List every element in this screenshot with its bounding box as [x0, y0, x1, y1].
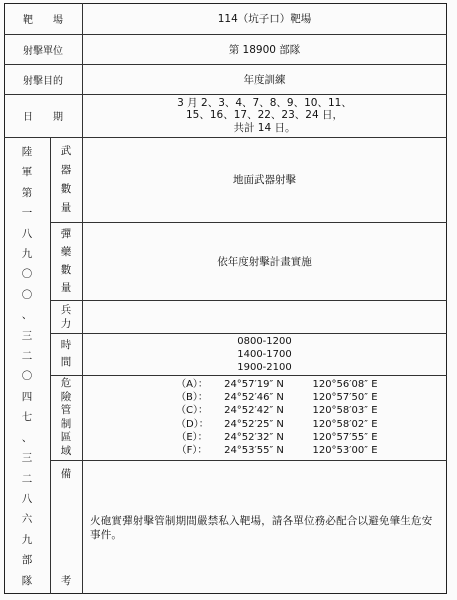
document-ref-char: 、	[21, 309, 33, 322]
point-lon: 120°58′03″ E	[312, 405, 378, 417]
document-ref-char: 第	[21, 186, 33, 199]
point-id: （A）：	[176, 379, 208, 391]
time-label	[50, 333, 82, 375]
dates-line-1: 3 月 2、3、4、7、8、9、10、11、	[177, 96, 352, 109]
point-id: （C）：	[176, 405, 208, 417]
document-ref-char: 一	[21, 207, 33, 220]
point-id: （D）：	[176, 418, 209, 430]
document-ref-char: 七	[21, 411, 33, 424]
document-ref-char: 〇	[21, 268, 33, 281]
point-lat: 24°53′55″ N	[224, 444, 284, 456]
danger-zone-label	[50, 375, 82, 460]
label-char: 武	[60, 144, 72, 157]
point-lat: 24°52′42″ N	[224, 405, 284, 417]
document-ref-char: 〇	[21, 370, 33, 383]
label-char: 危	[60, 377, 72, 389]
document-ref-char: 四	[21, 390, 33, 403]
time-slot: 1900-2100	[237, 361, 292, 373]
document-ref-char: 九	[21, 248, 33, 261]
document-ref-char: 陸	[21, 146, 33, 158]
point-id: （E）：	[176, 431, 208, 443]
document-ref-char: 二	[21, 472, 33, 485]
point-lon: 120°56′08″ E	[312, 379, 378, 391]
remarks-value	[82, 460, 447, 594]
point-lat: 24°57′19″ N	[224, 379, 284, 391]
point-lon: 120°57′55″ E	[312, 431, 378, 443]
label-char: 器	[60, 163, 72, 176]
label-char: 彈	[60, 228, 72, 240]
range-value: 114（坑子口）靶場	[217, 13, 312, 25]
unit-label: 射擊單位	[23, 45, 63, 57]
label-char: 兵	[60, 303, 72, 316]
label-char: 數	[60, 264, 72, 276]
label-char: 量	[60, 282, 72, 294]
label-char: 量	[60, 201, 72, 214]
remarks-label	[50, 460, 82, 594]
point-lat: 24°52′46″ N	[224, 392, 284, 404]
purpose-label: 射擊目的	[23, 75, 63, 87]
label-char: 制	[60, 417, 72, 430]
remarks-text: 火砲實彈射擊管制期間嚴禁私入靶場，請各單位務必配合以避免肇生危安事件。	[90, 515, 433, 541]
label-char: 管	[60, 404, 72, 416]
dates-line-2: 15、16、17、22、23、24 日，	[185, 109, 343, 122]
unit-value: 第 18900 部隊	[228, 43, 301, 56]
range-label: 靶 場	[23, 15, 63, 26]
document-ref-char: 八	[21, 492, 33, 505]
purpose-value: 年度訓練	[243, 73, 286, 86]
danger-zone-coords	[82, 375, 447, 460]
label-char: 力	[60, 317, 72, 330]
remarks-label-top: 備	[60, 468, 72, 480]
weapons-label	[50, 137, 82, 222]
point-lat: 24°52′32″ N	[224, 431, 284, 443]
time-slot: 0800-1200	[237, 335, 292, 347]
dates-line-3: 共計 14 日。	[233, 121, 296, 134]
document-ref-char: 九	[21, 533, 33, 546]
document-ref-char: 、	[21, 431, 33, 444]
ammo-value: 依年度射擊計畫實施	[217, 255, 312, 268]
time-slots	[82, 333, 447, 375]
document-ref-char: 八	[21, 227, 33, 240]
document-ref-char: 二	[21, 350, 33, 363]
document-ref	[4, 137, 50, 594]
troops-label	[50, 300, 82, 333]
document-ref-char: 部	[21, 554, 33, 567]
label-char: 域	[60, 444, 72, 457]
ammo-label	[50, 222, 82, 300]
remarks-label-bottom: 考	[60, 575, 72, 587]
dates-value	[82, 94, 447, 137]
point-lon: 120°58′02″ E	[312, 418, 378, 430]
document-ref-char: 三	[21, 452, 33, 465]
point-id: （B）：	[176, 392, 208, 404]
document-ref-char: 三	[21, 329, 33, 342]
point-lon: 120°53′00″ E	[312, 444, 378, 456]
document-ref-char: 隊	[21, 574, 33, 587]
label-char: 區	[60, 431, 72, 443]
weapons-value: 地面武器射擊	[233, 174, 296, 186]
point-lon: 120°57′50″ E	[312, 392, 378, 404]
troops-value	[82, 300, 447, 333]
label-char: 險	[60, 390, 72, 403]
label-char: 間	[60, 356, 72, 368]
label-char: 藥	[60, 246, 72, 258]
document-ref-char: 軍	[21, 166, 33, 179]
label-char: 數	[60, 182, 72, 195]
document-ref-char: 〇	[21, 288, 33, 301]
point-lat: 24°52′25″ N	[224, 418, 284, 430]
label-char: 時	[60, 339, 72, 351]
time-slot: 1400-1700	[237, 348, 292, 360]
document-ref-char: 六	[21, 513, 33, 526]
dates-label: 日 期	[23, 112, 63, 123]
point-id: （F）：	[176, 444, 208, 456]
